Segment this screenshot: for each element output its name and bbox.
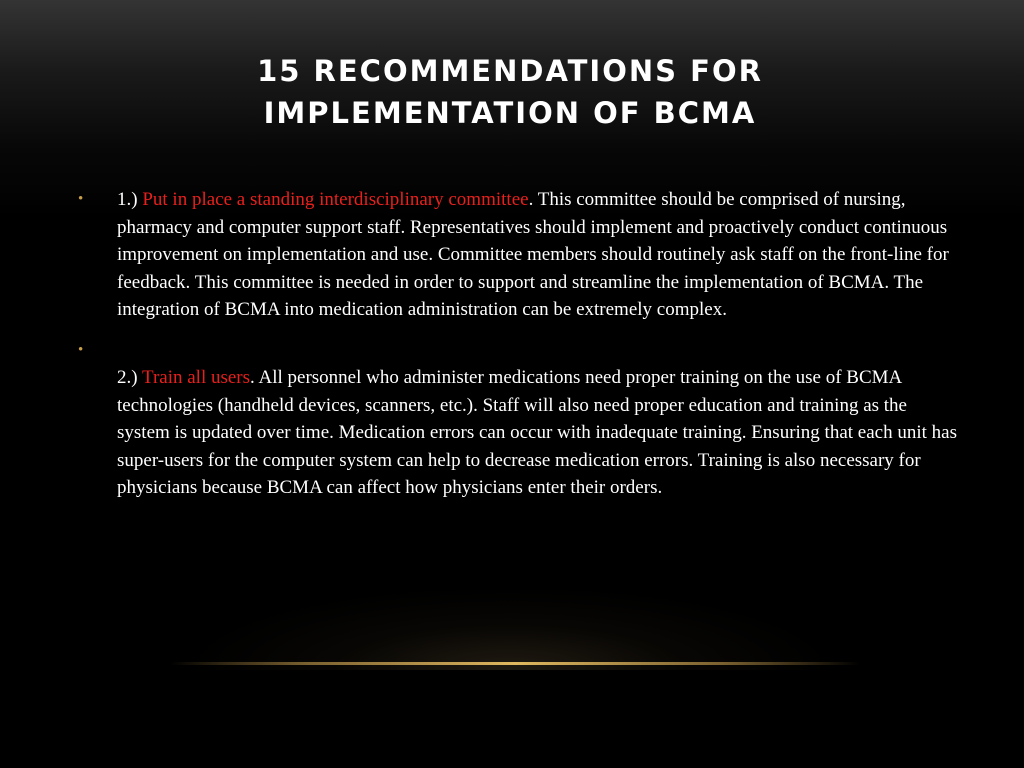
recommendation-text bbox=[117, 364, 958, 502]
recommendation-body: . All personnel who administer medications need proper training on the use of BCMA technologies (handheld devices, scanners, etc.). Staff will also need proper education and training as the system is updated over time. Medication errors can occur with inadequate training. Ensuring that each unit has super-users for the computer system can help to decrease medication errors. Training is also necessary for physicians because BCMA can affect how physicians enter their orders. bbox=[117, 367, 957, 498]
bottom-glow bbox=[200, 590, 820, 670]
recommendation-highlight: Train all users bbox=[142, 367, 251, 388]
title-line-2: IMPLEMENTATION OF BCMA bbox=[263, 96, 757, 130]
recommendation-number: 1.) bbox=[117, 189, 138, 210]
recommendation-text bbox=[117, 186, 958, 324]
bullet-icon: • bbox=[78, 341, 84, 358]
recommendation-highlight: Put in place a standing interdisciplinary committee bbox=[142, 189, 529, 210]
recommendation-list bbox=[78, 186, 958, 515]
title-line-1: 15 RECOMMENDATIONS FOR bbox=[257, 54, 763, 88]
recommendation-body: . This committee should be comprised of nursing, pharmacy and computer support staff. Representatives should implement and proactively conduct continuous improvement on implementation and use. Committee members should routinely ask staff on the front-line for feedback. This committee is needed in order to support and streamline the implementation of BCMA. The integration of BCMA into medication administration can be extremely complex. bbox=[117, 189, 949, 320]
blank-line bbox=[117, 337, 958, 365]
recommendation-number: 2.) bbox=[117, 367, 138, 388]
bullet-icon: • bbox=[78, 191, 84, 207]
slide-title bbox=[150, 50, 870, 134]
recommendation-item-1 bbox=[78, 186, 958, 324]
gold-accent-line bbox=[170, 662, 860, 665]
recommendation-item-2 bbox=[78, 337, 958, 502]
